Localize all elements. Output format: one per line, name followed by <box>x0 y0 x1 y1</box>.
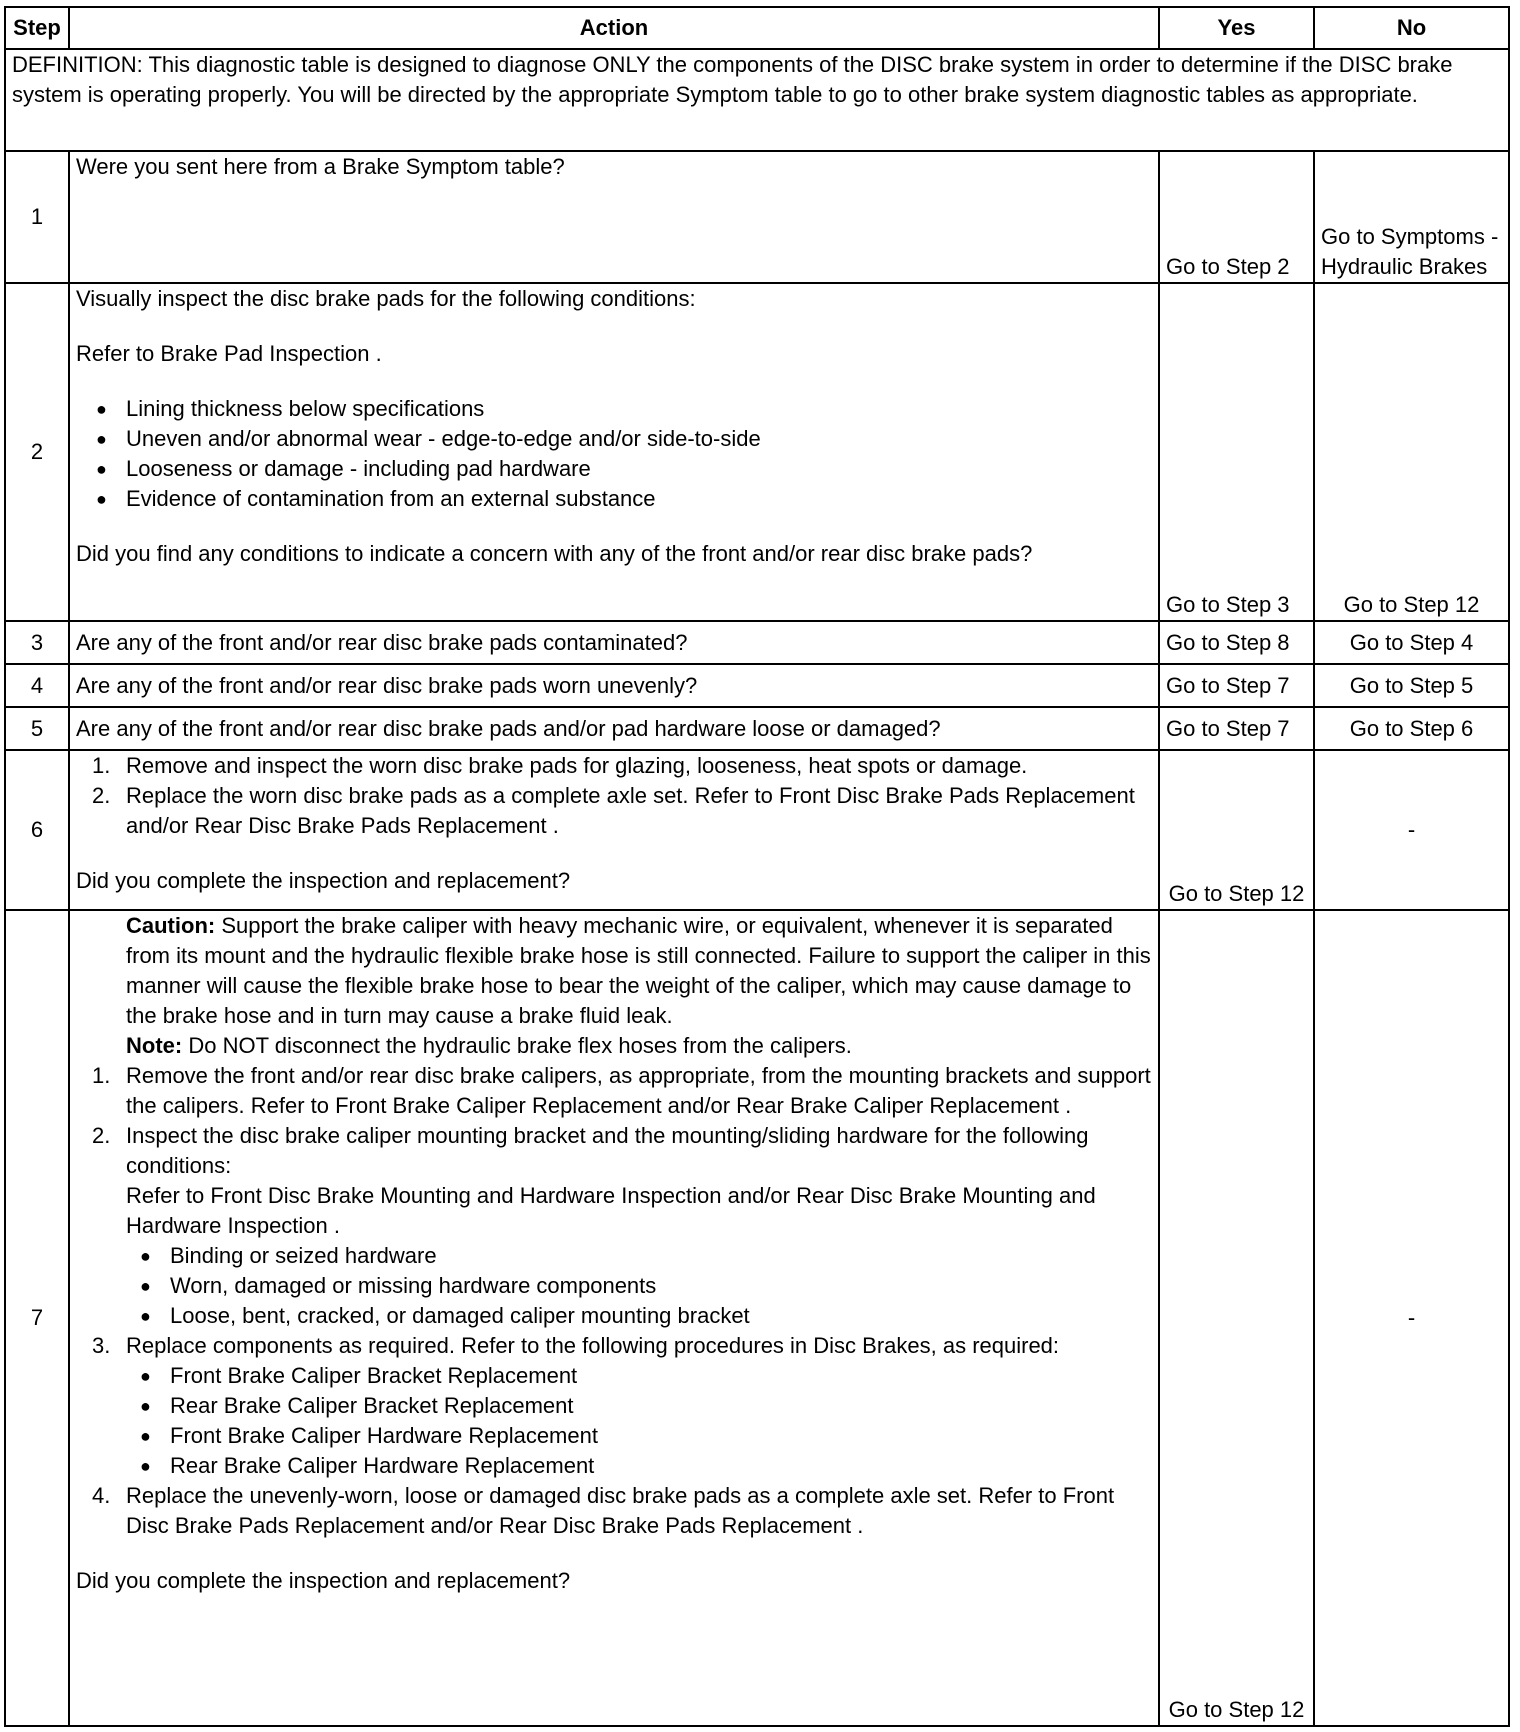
table-row-step-2 <box>5 283 1509 621</box>
item-number: 1. <box>92 753 111 778</box>
header-yes: Yes <box>1159 7 1314 49</box>
step-2-question: Did you find any conditions to indicate a concern with any of the front and/or rear disc brake pads? <box>76 541 1033 566</box>
step-3-no: Go to Step 4 <box>1314 621 1509 664</box>
item-2-refer-link[interactable]: Refer to Front Disc Brake Mounting and Hardware Inspection and/or Rear Disc Brake Mounting and Hardware Inspection . <box>126 1183 1096 1238</box>
list-item[interactable]: ● Front Brake Caliper Hardware Replacement <box>140 1421 1152 1451</box>
step-number: 7 <box>5 910 69 1726</box>
table-row-step-6 <box>5 750 1509 910</box>
list-item: ● Lining thickness below specifications <box>96 394 1152 424</box>
step-6-action <box>69 750 1159 910</box>
step-4-question: Are any of the front and/or rear disc brake pads worn unevenly? <box>69 664 1159 707</box>
note-text: Do NOT disconnect the hydraulic brake flex hoses from the calipers. <box>188 1033 852 1058</box>
step-2-no: Go to Step 12 <box>1314 283 1509 621</box>
header-step: Step <box>5 7 69 49</box>
list-item: ● Uneven and/or abnormal wear - edge-to-edge and/or side-to-side <box>96 424 1152 454</box>
list-item: ● Evidence of contamination from an external substance <box>96 484 1152 514</box>
table-row-step-1 <box>5 151 1509 283</box>
list-item: ● Worn, damaged or missing hardware components <box>140 1271 1152 1301</box>
step-6-question: Did you complete the inspection and replacement? <box>76 868 571 893</box>
step-number: 5 <box>5 707 69 750</box>
step-1-question: Were you sent here from a Brake Symptom table? <box>69 151 1159 283</box>
table-row-step-3 <box>5 621 1509 664</box>
table-row-step-4 <box>5 664 1509 707</box>
item-text: Replace components as required. Refer to the following procedures in Disc Brakes, as required: <box>126 1333 1060 1358</box>
step-5-no: Go to Step 6 <box>1314 707 1509 750</box>
step-2-conditions <box>76 394 1152 514</box>
step-2-intro: Visually inspect the disc brake pads for the following conditions: <box>76 286 696 311</box>
step-5-question: Are any of the front and/or rear disc brake pads and/or pad hardware loose or damaged? <box>69 707 1159 750</box>
item-2-conditions <box>126 1241 1152 1331</box>
step-4-yes: Go to Step 7 <box>1159 664 1314 707</box>
diagnostic-page <box>4 6 1508 1727</box>
item-text: Remove and inspect the worn disc brake pads for glazing, looseness, heat spots or damage. <box>126 753 1028 778</box>
caution-label: Caution: <box>126 913 216 938</box>
list-item <box>76 1481 1152 1541</box>
step-number: 1 <box>5 151 69 283</box>
diagnostic-table <box>4 6 1510 1727</box>
item-text[interactable]: Replace the worn disc brake pads as a complete axle set. Refer to Front Disc Brake Pads Replacement and/or Rear Disc Brake Pads Replacement . <box>126 783 1135 838</box>
list-item: ● Loose, bent, cracked, or damaged caliper mounting bracket <box>140 1301 1152 1331</box>
step-number: 3 <box>5 621 69 664</box>
list-item: ● Looseness or damage - including pad hardware <box>96 454 1152 484</box>
step-2-refer-link[interactable]: Refer to Brake Pad Inspection . <box>76 341 382 366</box>
note-label: Note: <box>126 1033 183 1058</box>
header-row <box>5 7 1509 49</box>
step-1-yes: Go to Step 2 <box>1159 151 1314 283</box>
item-text[interactable]: Remove the front and/or rear disc brake calipers, as appropriate, from the mounting brackets and support the calipers. Refer to Front Brake Caliper Replacement and/or Rear Brake Caliper Replacement . <box>126 1063 1151 1118</box>
list-item[interactable]: ● Rear Brake Caliper Hardware Replacement <box>140 1451 1152 1481</box>
item-text: Inspect the disc brake caliper mounting bracket and the mounting/sliding hardware for the following conditions: <box>126 1123 1089 1178</box>
step-2-action <box>69 283 1159 621</box>
step-7-action <box>69 910 1159 1726</box>
list-item <box>76 1121 1152 1331</box>
header-action: Action <box>69 7 1159 49</box>
item-number: 3. <box>92 1333 111 1358</box>
caution-block <box>76 911 1152 1031</box>
step-6-yes: Go to Step 12 <box>1159 750 1314 910</box>
item-number: 4. <box>92 1483 111 1508</box>
step-7-yes: Go to Step 12 <box>1159 910 1314 1726</box>
step-7-question: Did you complete the inspection and replacement? <box>76 1568 571 1593</box>
step-3-yes: Go to Step 8 <box>1159 621 1314 664</box>
step-1-no: Go to Symptoms - Hydraulic Brakes <box>1314 151 1509 283</box>
item-number: 2. <box>92 1123 111 1148</box>
step-6-no: - <box>1314 750 1509 910</box>
caution-text: Support the brake caliper with heavy mechanic wire, or equivalent, whenever it is separated from its mount and the hydraulic flexible brake hose is still connected. Failure to support the caliper in this manner will cause the flexible brake hose to bear the weight of the caliper, which may cause damage to the brake hose and in turn may cause a brake fluid leak. <box>126 913 1151 1028</box>
definition-text: DEFINITION: This diagnostic table is designed to diagnose ONLY the components of the DISC brake system in order to determine if the DISC brake system is operating properly. You will be directed by the appropriate Symptom table to go to other brake system diagnostic tables as appropriate. <box>5 49 1509 151</box>
definition-row <box>5 49 1509 151</box>
item-number: 2. <box>92 783 111 808</box>
step-7-no: - <box>1314 910 1509 1726</box>
list-item[interactable]: ● Rear Brake Caliper Bracket Replacement <box>140 1391 1152 1421</box>
step-4-no: Go to Step 5 <box>1314 664 1509 707</box>
item-text[interactable]: Replace the unevenly-worn, loose or damaged disc brake pads as a complete axle set. Refer to Front Disc Brake Pads Replacement and/or Rear Disc Brake Pads Replacement . <box>126 1483 1115 1538</box>
step-5-yes: Go to Step 7 <box>1159 707 1314 750</box>
step-3-question: Are any of the front and/or rear disc brake pads contaminated? <box>69 621 1159 664</box>
step-number: 4 <box>5 664 69 707</box>
step-7-procedure <box>76 1061 1152 1541</box>
list-item <box>76 1331 1152 1481</box>
list-item: ● Binding or seized hardware <box>140 1241 1152 1271</box>
list-item <box>76 1061 1152 1121</box>
note-block <box>76 1031 1152 1061</box>
step-number: 2 <box>5 283 69 621</box>
list-item <box>76 751 1152 781</box>
table-row-step-7 <box>5 910 1509 1726</box>
step-number: 6 <box>5 750 69 910</box>
item-number: 1. <box>92 1063 111 1088</box>
header-no: No <box>1314 7 1509 49</box>
step-6-procedure <box>76 751 1152 841</box>
item-3-procedures <box>126 1361 1152 1481</box>
list-item[interactable]: ● Front Brake Caliper Bracket Replacement <box>140 1361 1152 1391</box>
step-2-yes: Go to Step 3 <box>1159 283 1314 621</box>
list-item <box>76 781 1152 841</box>
table-row-step-5 <box>5 707 1509 750</box>
